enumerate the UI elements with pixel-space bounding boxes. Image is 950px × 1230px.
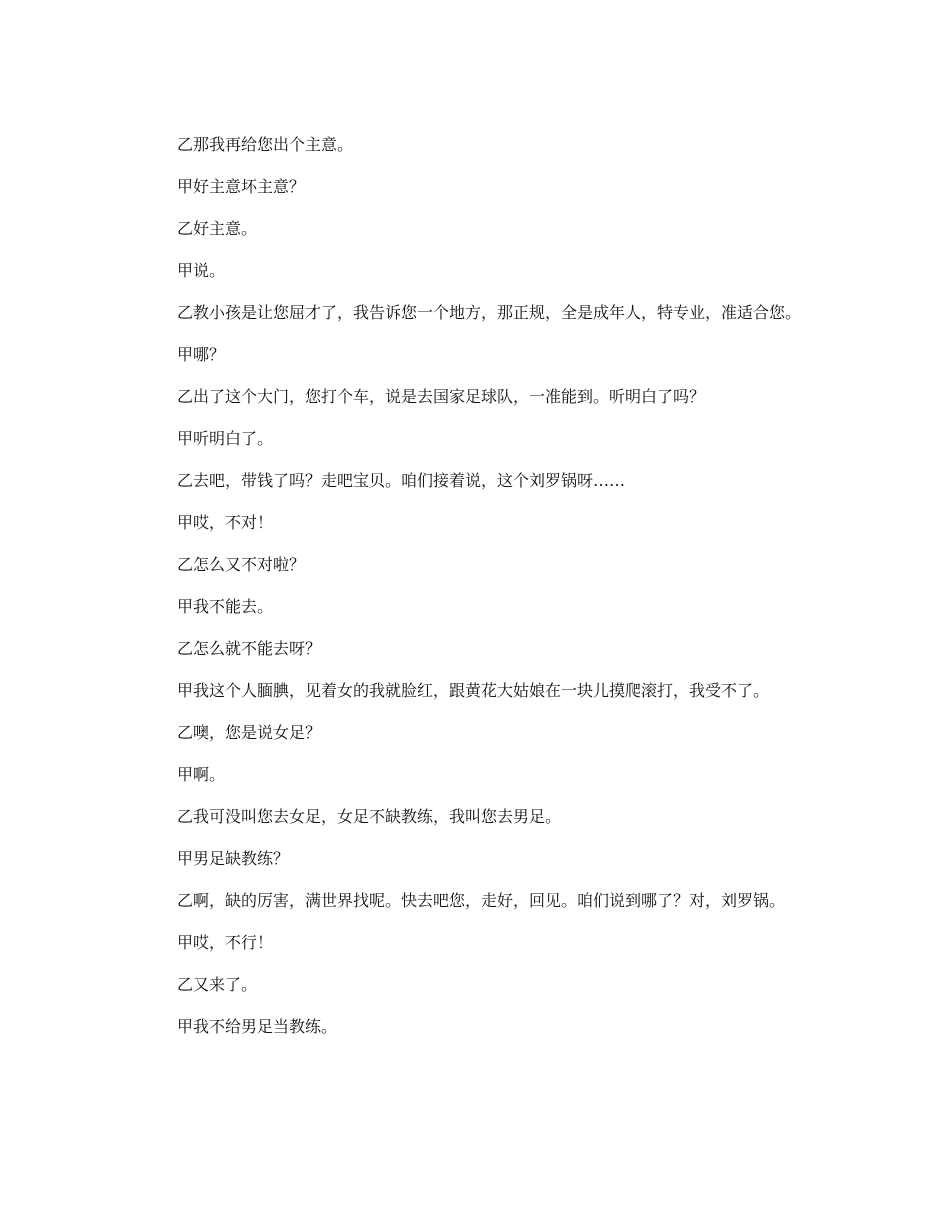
dialogue-line: 甲我这个人腼腆，见着女的我就脸红，跟黄花大姑娘在一块儿摸爬滚打，我受不了。 bbox=[177, 681, 770, 700]
dialogue-line: 乙去吧，带钱了吗？走吧宝贝。咱们接着说，这个刘罗锅呀…… bbox=[177, 471, 626, 490]
dialogue-line: 乙噢，您是说女足？ bbox=[177, 723, 322, 742]
dialogue-line: 甲啊。 bbox=[177, 765, 226, 784]
dialogue-line: 甲听明白了。 bbox=[177, 429, 274, 448]
dialogue-line: 乙好主意。 bbox=[177, 219, 258, 238]
dialogue-line: 甲哎，不行！ bbox=[177, 933, 274, 952]
dialogue-line: 甲好主意坏主意？ bbox=[177, 177, 306, 196]
dialogue-line: 甲我不给男足当教练。 bbox=[177, 1017, 338, 1036]
dialogue-line: 甲哪？ bbox=[177, 345, 226, 364]
dialogue-line: 甲男足缺教练？ bbox=[177, 849, 290, 868]
dialogue-line: 乙啊，缺的厉害，满世界找呢。快去吧您，走好，回见。咱们说到哪了？对，刘罗锅。 bbox=[177, 891, 786, 910]
dialogue-line: 乙怎么又不对啦？ bbox=[177, 555, 306, 574]
dialogue-line: 乙怎么就不能去呀？ bbox=[177, 639, 322, 658]
dialogue-line: 乙我可没叫您去女足，女足不缺教练，我叫您去男足。 bbox=[177, 807, 562, 826]
dialogue-line: 乙那我再给您出个主意。 bbox=[177, 135, 354, 154]
dialogue-line: 乙又来了。 bbox=[177, 975, 258, 994]
dialogue-text bbox=[140, 134, 810, 1058]
dialogue-line: 乙教小孩是让您屈才了，我告诉您一个地方，那正规，全是成年人，特专业，准适合您。 bbox=[177, 303, 802, 322]
dialogue-line: 甲我不能去。 bbox=[177, 597, 274, 616]
dialogue-line: 乙出了这个大门，您打个车，说是去国家足球队，一准能到。听明白了吗？ bbox=[177, 387, 706, 406]
dialogue-line: 甲哎，不对！ bbox=[177, 513, 274, 532]
dialogue-line: 甲说。 bbox=[177, 261, 226, 280]
